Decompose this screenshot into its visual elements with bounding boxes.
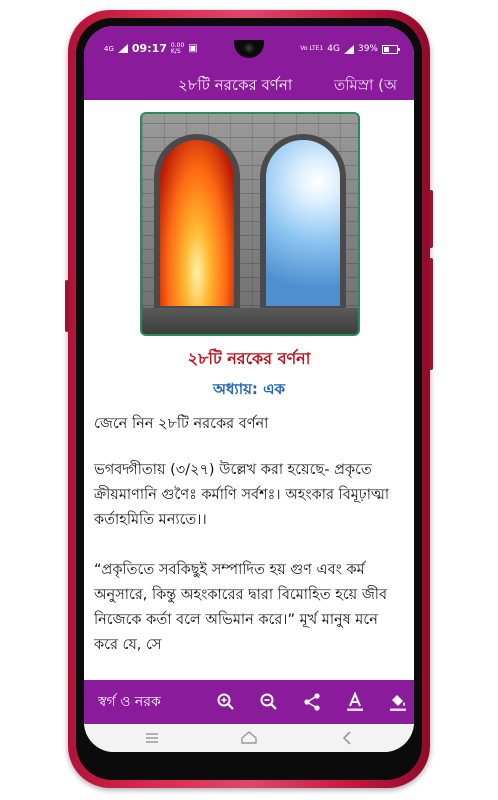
battery-icon: [382, 45, 398, 54]
page-title[interactable]: ২৮টি নরকের বর্ণনা: [178, 76, 293, 94]
text-color-button[interactable]: [340, 686, 371, 718]
home-button[interactable]: [237, 728, 261, 748]
sky-gate: [260, 134, 346, 312]
bottom-toolbar: [84, 680, 414, 724]
network-type: 4G: [104, 44, 114, 53]
network-speed-unit: K/S: [170, 47, 181, 55]
system-nav-bar: [84, 724, 414, 752]
notification-icon: ▣: [188, 43, 198, 54]
network-speed-value: 0.00: [170, 41, 185, 49]
zoom-in-button[interactable]: [211, 686, 242, 718]
menu-icon: [143, 729, 161, 747]
phone-volume-button: [429, 190, 433, 248]
zoom-in-icon: [216, 692, 236, 712]
fill-color-button[interactable]: [383, 686, 414, 718]
signal-icon: [344, 45, 354, 54]
share-button[interactable]: [297, 686, 328, 718]
camera-notch: [234, 40, 264, 58]
clock: 09:17: [131, 42, 167, 55]
battery-percent: 39%: [357, 44, 378, 54]
fill-color-icon: [388, 692, 408, 712]
network-speed: [171, 43, 184, 55]
zoom-out-button[interactable]: [254, 686, 285, 718]
back-icon: [339, 729, 357, 747]
fire-gate: [154, 134, 240, 312]
hero-image: [140, 112, 360, 336]
home-icon: [240, 729, 258, 747]
paragraph: জেনে নিন ২৮টি নরকের বর্ণনা: [94, 416, 269, 432]
status-right: [300, 44, 398, 54]
recents-button[interactable]: [140, 728, 164, 748]
status-bar: [84, 26, 414, 66]
volte-indicator: Vo LTE1: [300, 45, 324, 52]
status-left: [104, 42, 198, 55]
chapter-subheading: অধ্যায়: এক: [212, 380, 286, 398]
stone-floor: [142, 308, 358, 334]
paragraph: “প্রকৃতিতে সবকিছুই সম্পাদিত হয় গুণ এবং কর্ম অনুসারে, কিন্তু অহংকারের দ্বারা বিমোহিত হয়ে জীব নিজেকে কর্তা বলে অভিমান করে।” মূর্খ মানুষ মনে করে যে, সে: [94, 562, 388, 653]
network-type-right: 4G: [327, 44, 340, 54]
book-title-button[interactable]: স্বর্গ ও নরক: [98, 694, 161, 710]
screen: [84, 26, 414, 752]
battery-fill: [384, 47, 389, 52]
phone-power-button: [429, 318, 433, 370]
next-page-title[interactable]: তমিস্রা (অ: [334, 76, 397, 94]
front-camera: [244, 43, 254, 53]
signal-icon: [118, 44, 128, 53]
chapter-heading: ২৮টি নরকের বর্ণনা: [187, 349, 311, 368]
back-button[interactable]: [336, 728, 360, 748]
phone-side-button: [65, 280, 69, 332]
paragraph: ভগবদ্গীতায় (৩/২৭) উল্লেখ করা হয়েছে- প্রকৃতে ক্রীয়মাণানি গুণৈঃ কর্মাণি সর্বশঃ। অহংকার বিমূঢ়াত্মা কর্তাহমিতি মন্যতে।।: [94, 462, 390, 528]
text-color-icon: [345, 692, 365, 712]
content-area[interactable]: [84, 100, 414, 680]
zoom-out-icon: [259, 692, 279, 712]
share-icon: [302, 692, 322, 712]
title-bar[interactable]: [84, 66, 414, 100]
